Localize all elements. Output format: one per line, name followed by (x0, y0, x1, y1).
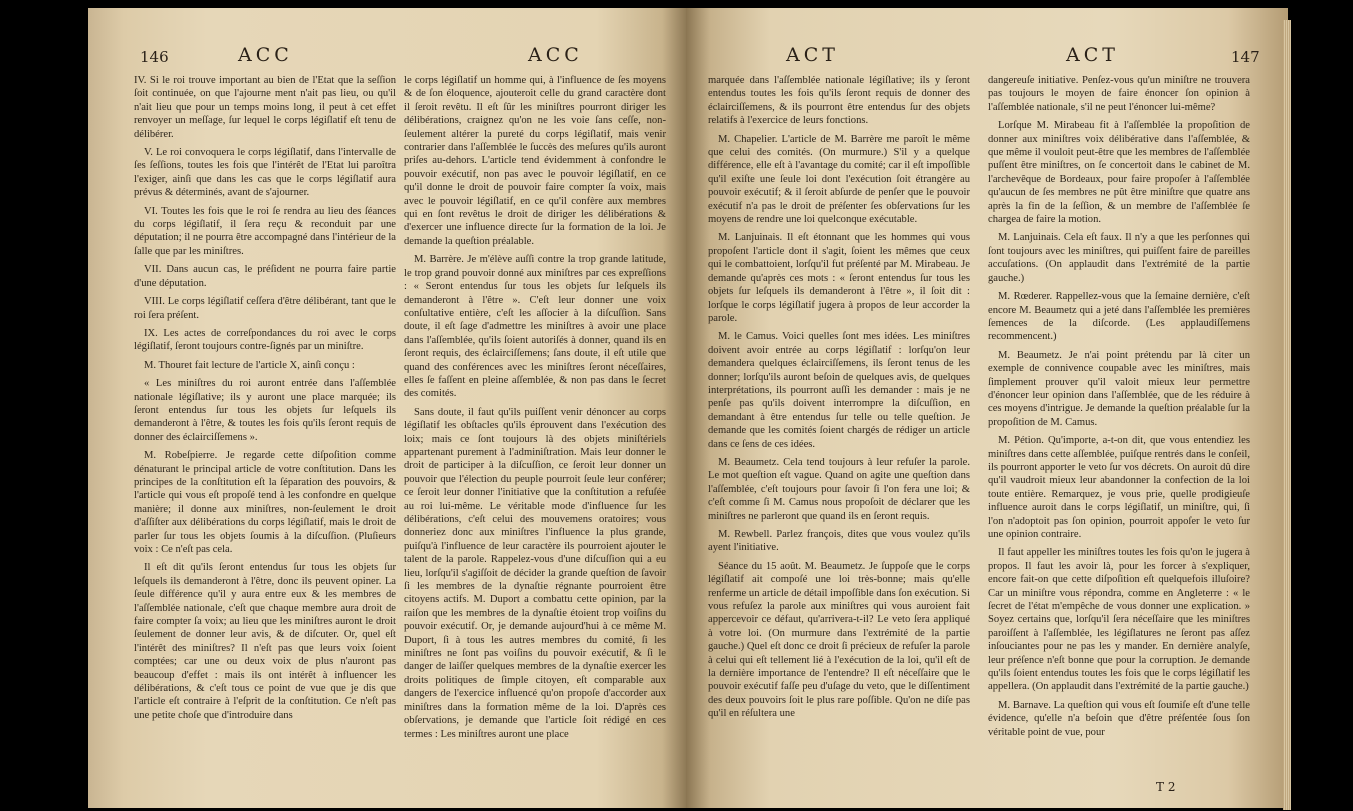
paragraph: M. Rœderer. Rappellez-vous que la ſemaine dernière, c'eſt encore M. Beaumetz qui a jeté dans l'aſſemblée les premières ſemences de la diſcorde. (Les applaudiſſemens recommencent.) (988, 291, 1250, 343)
paragraph: le corps légiſlatif un homme qui, à l'influence de ſes moyens & de ſon éloquence, ajouteroit celle du grand caractère dont il ſeroit revêtu. Il eſt ſûr les miniſtres pourront diriger les délibérations, craignez qu'on ne les voie ſans ceſſe, non-ſeulement altérer la pureté du corps légiſlatif, mais venir contrarier dans l'aſſemblée le ſuccès des meſures qu'ils auront priſes au-dehors. L'article tend évidemment à confondre le pouvoir exécutif, non pas avec le pouvoir légiſlatif, en ce qu'il donne le droit de pouvoir faire compter ſa voix, mais avec le pouvoir légiſlatif, en ce qu'il confère aux membres qui en ſont revêtus le droit de diriger les délibérations & d'exercer une influence directe ſur la formation de la loi. Je demande la queſtion préalable. (404, 75, 666, 247)
right-page-column-1 (708, 74, 970, 774)
left-page-column-2 (404, 74, 666, 774)
paragraph: Il faut appeller les miniſtres toutes les fois qu'on le jugera à propos. Il faut les avoir là, pour les forcer à s'expliquer, encore fait-on que cette diſpoſition eſt quelquefois illuſoire? Car un miniſtre vous répondra, comme en Angleterre : « le ſecret de l'état m'empêche de vous donner une explication. » Soyez certains que, lorſqu'il ſera néceſſaire que les miniſtres paroiſſent à l'aſſemblée, les légiſlatures ne ſeront pas aſſez inſouciantes pour ne pas les y mander. En dernière analyſe, leur préſence n'eſt bonne que pour la corruption. Je demande qu'ils ſoient entendus toutes les fois que le corps légiſlatif les appellera. (On applaudit dans l'extrémité de la partie gauche.) (988, 547, 1250, 693)
paragraph: M. Lanjuinais. Il eſt étonnant que les hommes qui vous propoſent l'article dont il s'agit, ſoient les mêmes que ceux qui le combattoient, lorſqu'il fut préſenté par M. Mirabeau. Je demande qu'après ces mots : « ſeront entendus ſur tous les objets ſur leſquels ils demanderont à l'être », il ſoit dit : lorſque le corps légiſlatif jugera à propos de leur accorder la parole. (708, 232, 970, 324)
left-page-column-1 (134, 74, 396, 774)
paragraph: VIII. Le corps légiſlatif ceſſera d'être délibérant, tant que le roi ſera préſent. (134, 296, 396, 321)
running-head-right-2: ACT (1066, 44, 1119, 66)
paragraph: Séance du 15 août. M. Beaumetz. Je ſuppoſe que le corps légiſlatif ait compoſé une loi très-bonne; mais qu'elle renferme un article de détail impoſſible dans ſon exécution. Si vous refuſez la parole aux miniſtres qui vous auroient fait appercevoir ce défaut, qu'arrivera-t-il? Le veto ſera appliqué à votre loi. (On murmure dans l'extrémité de la partie gauche.) Quel eſt donc ce droit ſi précieux de refuſer la parole à celui qui eſt tellement lié à l'exécution de la loi, qu'il eſt de la dernière importance de l'entendre? Il eſt néceſſaire que le pouvoir exécutif faſſe peu d'uſage du veto, que le diſſentiment des deux pouvoirs ſoit le plus rare poſſible. Qu'on ne diſe pas qu'il en réſultera une (708, 560, 970, 720)
running-head-right-1: ACT (786, 44, 839, 66)
paragraph: Sans doute, il faut qu'ils puiſſent venir dénoncer au corps légiſlatif les obſtacles qu'ils éprouvent dans l'exécution des loix; mais ce ſont toujours là des objets miniſtériels appartenant purement à l'adminiſtration. Mais leur donner le droit de participer à la diſcuſſion, ce ſeroit leur donner un pouvoir que l'élection du peuple pourroit ſeule leur conférer; ce ſeroit leur donner l'initiative que la conſtitution a refuſée au roi lui-même. Le véritable mode d'influence ſur les délibérations, c'eſt celui des mouvemens oratoires; vous donneriez donc aux miniſtres l'influence la plus grande, puiſqu'à l'influence de leur caractère ils pourroient ajouter le talent de la parole. Rappelez-vous d'une diſcuſſion qui a eu lieu, lorſqu'il s'agiſſoit de décider la grande queſtion de ſavoir ſi les membres de la dynaſtie régnante pourroient être citoyens actifs. M. Duport a combattu cette opinion, par la raiſon que les membres de la dynaſtie étoient trop voiſins du pouvoir exécutif. Or, je demande aujourd'hui à ce même M. Duport, ſi à tous les autres membres du comité, ſi les miniſtres ne ſont pas voiſins du pouvoir exécutif, & ſi le danger de laiſſer quelques membres de la dynaſtie exercer les droits politiques de ſimple citoyen, eſt comparable aux dangers de l'exercice influencé qu'on propoſe d'accorder aux miniſtres dans la formation même de la loi. D'après ces obſervations, je demande que l'article ſoit rédigé en ces termes : Les miniſtres auront une place (404, 406, 666, 740)
open-book (88, 8, 1288, 808)
paragraph: VI. Toutes les fois que le roi ſe rendra au lieu des ſéances du corps légiſlatif, il ſera reçu & reconduit par une députation; il ne pourra être accompagné dans l'intérieur de la ſalle que par les miniſtres. (134, 205, 396, 257)
signature-mark: T 2 (1156, 780, 1176, 794)
paragraph: M. Pétion. Qu'importe, a-t-on dit, que vous entendiez les miniſtres dans cette aſſemblée, puiſque rentrés dans le conſeil, ils pourront apporter le veto ſur vos décrets. On auroit dû dire qu'il vaudroit mieux leur abandonner la confection de la loi toute entière. Remarquez, je vous prie, quelle prodigieuſe influence auroit dans le corps légiſlatif, un miniſtre, qui, ſi l'on n'adoptoit pas ſon opinion, pourroit appoſer le veto ſur une opinion contraire. (988, 435, 1250, 540)
paragraph: VII. Dans aucun cas, le préſident ne pourra faire partie d'une députation. (134, 264, 396, 289)
paragraph: M. le Camus. Voici quelles ſont mes idées. Les miniſtres doivent avoir entrée au corps légiſlatif : lorſqu'on leur demandera quelques éclairciſſemens, ils ſeront tenus de les donner; lorſqu'ils auront beſoin de quelques avis, de quelques interprétations, ils pourront auſſi les demander : mais je ne penſe pas qu'ils doivent interrompre la diſcuſſion, en demandant à être entendus ſur telle ou telle queſtion. Je demande que les comités ſoient chargés de rédiger un article dans ce ſens de ces idées. (708, 331, 970, 450)
running-head-left-1: ACC (238, 44, 293, 66)
right-page (686, 8, 1288, 808)
paragraph: Il eſt dit qu'ils ſeront entendus ſur tous les objets ſur leſquels ils demanderont à l'être, donc ils peuvent opiner. La ſeule différence qu'il y aura entre eux & les membres de l'aſſemblée nationale, c'eſt que chaque membre aura droit de faire compter ſa voix; au lieu que les miniſtres auront le droit ſeulement de donner leur avis, & de diſcuter. Or, quel eſt l'intérêt des miniſtres? Il n'eſt pas que leurs voix ſoient comptées; car une ou deux voix de plus n'auront pas beaucoup d'effet : mais ils ont intérêt à influencer les délibérations, & c'eſt tous ce point de vue que je dis que l'article eſt contraire à l'eſprit de la conſtitution. Ce n'eſt pas une petite choſe que d'introduire dans (134, 562, 396, 721)
page-number-right: 147 (1231, 48, 1260, 66)
page-number-left: 146 (140, 48, 169, 66)
paragraph: M. Chapelier. L'article de M. Barrère me paroît le même que celui des comités. (On murmure.) S'il y a quelque différence, elle eſt à l'avantage du comité; car il eſt impoſſible qu'il exiſte une ſeule loi dont l'exécution ſoit étrangère au pouvoir exécutif; & il ſeroit abſurde de penſer que le pouvoir exécutif n'a pas le droit de préſenter ſes obſervations ſur les moyens de rendre une loi quelconque exécutable. (708, 133, 970, 226)
paragraph: « Les miniſtres du roi auront entrée dans l'aſſemblée nationale légiſlative; ils y auront une place marquée; ils ſeront entendus ſur tous les objets ſur leſquels ils demanderont à l'être, & toutes les fois qu'ils ſeront requis de donner des éclairciſſemens ». (134, 378, 396, 443)
paragraph: M. Barnave. La queſtion qui vous eſt ſoumiſe eſt d'une telle évidence, qu'elle n'a beſoin que d'être préſentée ſous ſon véritable point de vue, pour (988, 699, 1250, 738)
paragraph: M. Thouret fait lecture de l'article X, ainſi conçu : (144, 359, 355, 371)
paragraph: M. Beaumetz. Cela tend toujours à leur refuſer la parole. Le mot queſtion eſt vague. Quand on agite une queſtion dans l'aſſemblée, c'eſt toujours pour ſavoir ſi l'on fera une loi; & c'eſt comme ſi M. Camus nous propoſoit de déclarer que les miniſtres ne parleront que quand ils en ſeront requis. (708, 456, 970, 522)
right-page-column-2 (988, 74, 1250, 774)
paragraph: marquée dans l'aſſemblée nationale légiſlative; ils y ſeront entendus toutes les fois qu'ils ſeront requis de donner des éclairciſſemens, & ils pourront être entendus ſur des objets relatifs à l'exercice de leurs fonctions. (708, 75, 970, 127)
paragraph: M. Barrère. Je m'élève auſſi contre la trop grande latitude, le trop grand pouvoir donné aux miniſtres par ces expreſſions : « Seront entendus ſur tous les objets ſur leſquels ils demanderont à l'être ». C'eſt leur donner une voix conſultative entière, c'eſt les aſſocier à la diſcuſſion. Sans doute, il eſt ſage d'admettre les miniſtres à avoir une place dans l'aſſemblée, qu'ils ſoient autoriſés à donner, quand ils en ſeront requis, des éclairciſſemens; ſans doute, il eſt utile que quand des conférences avec les miniſtres ſeront néceſſaires, elles ſe faſſent en pleine aſſemblée, & non pas dans le ſecret des comités. (404, 254, 666, 400)
paragraph: Lorſque M. Mirabeau fit à l'aſſemblée la propoſition de donner aux miniſtres voix délibérative dans l'aſſemblée, & que même il vouloit peut-être que les membres de l'aſſemblée puſſent être miniſtres, on ſe concertoit dans le cabinet de M. l'archevêque de Bordeaux, pour faire propoſer à l'aſſemblée qu'aucun de ſes membres ne pût être miniſtre que quatre ans après la fin de la ſeſſion, & un membre de l'aſſemblée ſe chargea de faire la motion. (988, 120, 1250, 226)
paragraph: V. Le roi convoquera le corps légiſlatif, dans l'intervalle de ſes ſeſſions, toutes les fois que l'intérêt de l'Etat lui paroîtra l'exiger, ainſi que dans les cas que le corps légiſlatif aura prévus & déterminés, avant de s'ajourner. (134, 147, 396, 199)
paragraph: M. Rewbell. Parlez françois, dites que vous voulez qu'ils ayent l'initiative. (708, 529, 970, 554)
paragraph: M. Beaumetz. Je n'ai point prétendu par là citer un exemple de connivence coupable avec les miniſtres, mais ſimplement prouver qu'il valoit mieux leur permettre d'énoncer leur opinion dans l'aſſemblée, que de les réduire à ces moyens d'intrigue. Je demande la queſtion préalable ſur la propoſition de M. Camus. (988, 349, 1250, 428)
paragraph: M. Lanjuinais. Cela eſt faux. Il n'y a que les perſonnes qui ſont toujours avec les miniſtres, qui puiſſent faire de pareilles accuſations. (On applaudit dans l'extrémité de la partie gauche.) (988, 232, 1250, 284)
page-edges (1283, 20, 1291, 810)
paragraph: IV. Si le roi trouve important au bien de l'Etat que la seſſion ſoit continuée, on que l'ajourne ment n'ait pas lieu, ou qu'il n'ait lieu que pour un temps moins long, il peut à cet effet renvoyer un meſſage, ſur lequel le corps légiſlatif eſt tenu de délibérer. (134, 75, 396, 140)
running-head-left-2: ACC (528, 44, 583, 66)
paragraph: M. Robeſpierre. Je regarde cette diſpoſition comme dénaturant le principal article de votre conſtitution. Dans les principes de la conſtitution eſt la ſéparation des pouvoirs, & l'article qui vous eſt propoſé tend à les confondre en quelque manière; il donne aux miniſtres, non-ſeulement le droit d'aſſiſter aux délibérations du corps légiſlatif, mais le droit de parler ſur tous les objets ſoumis à la diſcuſſion. (Pluſieurs voix : Ce n'eſt pas cela. (134, 450, 396, 555)
paragraph: IX. Les actes de correſpondances du roi avec le corps légiſlatif, ſeront toujours contre-ſignés par un miniſtre. (134, 327, 396, 353)
paragraph: dangereuſe initiative. Penſez-vous qu'un miniſtre ne trouvera pas toujours le moyen de faire énoncer ſon opinion à l'aſſemblée nationale, s'il ne peut l'énoncer lui-même? (988, 75, 1250, 113)
left-page (88, 8, 686, 808)
